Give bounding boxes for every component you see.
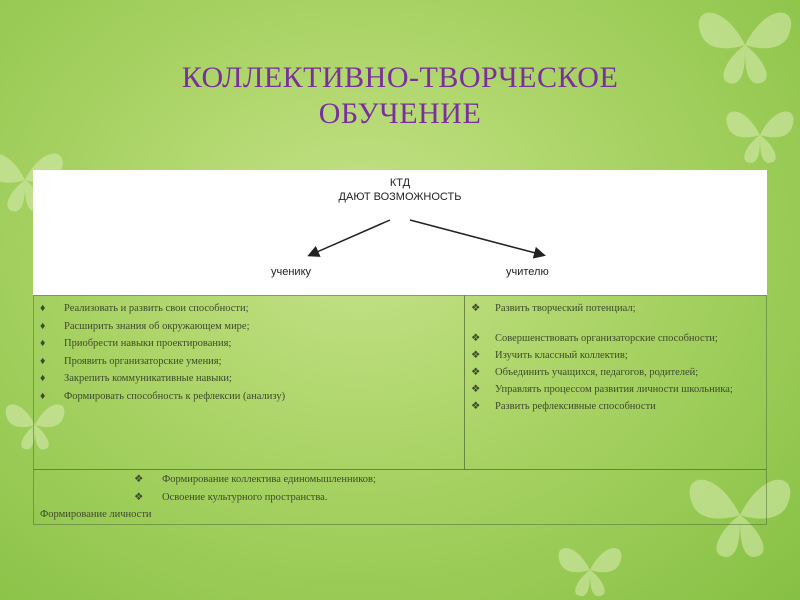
ktd-heading: [33, 176, 767, 204]
teacher-label: учителю: [506, 266, 549, 278]
flower-bullet-icon: ❖: [471, 350, 481, 361]
diamond-bullet-icon: ♦: [40, 373, 46, 384]
student-opportunities-list: [34, 296, 464, 405]
list-item: ❖ Развить рефлексивные способности: [471, 398, 760, 415]
flower-bullet-icon: ❖: [471, 401, 481, 412]
ktd-heading-line1: КТД: [389, 177, 411, 189]
butterfly-decoration-icon: [720, 100, 800, 170]
butterfly-decoration-icon: [690, 0, 800, 90]
diamond-bullet-icon: ♦: [40, 390, 46, 402]
result-item: ❖ Освоение культурного пространства.: [134, 492, 328, 503]
list-item: ❖ Управлять процессом развития личности школьника;: [471, 381, 760, 398]
list-item: ♦ Формировать способность к рефлексии (анализу): [40, 388, 458, 406]
flower-bullet-icon: ❖: [134, 474, 144, 485]
student-opportunities-cell: [33, 295, 465, 470]
list-item: ♦ Проявить организаторские умения;: [40, 353, 458, 371]
list-item: ❖ Объединить учащихся, педагогов, родителей;: [471, 364, 760, 381]
diamond-bullet-icon: ♦: [40, 303, 46, 314]
list-item: ❖ Совершенствовать организаторские способности;: [471, 330, 760, 347]
teacher-opportunities-cell: [464, 295, 767, 470]
butterfly-decoration-icon: [540, 540, 640, 600]
results-cell: [33, 469, 767, 525]
list-item: ♦ Реализовать и развить свои способности;: [40, 300, 458, 318]
list-item: ♦ Приобрести навыки проектирования;: [40, 335, 458, 353]
flower-bullet-icon: ❖: [471, 333, 481, 344]
flower-bullet-icon: ❖: [471, 367, 481, 378]
slide-title-line1: КОЛЛЕКТИВНО-ТВОРЧЕСКОЕ: [181, 61, 619, 94]
flower-bullet-icon: ❖: [471, 303, 481, 314]
result-item: ❖ Формирование коллектива единомышленников;: [134, 474, 376, 485]
flower-bullet-icon: ❖: [134, 492, 144, 503]
list-item: ❖ Развить творческий потенциал;: [471, 300, 760, 317]
list-item: ♦ Расширить знания об окружающем мире;: [40, 318, 458, 336]
ktd-heading-line2: ДАЮТ ВОЗМОЖНОСТЬ: [338, 191, 462, 203]
student-label: ученику: [271, 266, 312, 278]
list-item: ❖ Изучить классный коллектив;: [471, 347, 760, 364]
diamond-bullet-icon: ♦: [40, 355, 46, 367]
diamond-bullet-icon: ♦: [40, 338, 46, 349]
slide-title: [100, 60, 700, 132]
result-final: Формирование личности: [40, 509, 152, 520]
arrow-to-student: [310, 220, 390, 255]
teacher-opportunities-list: [465, 296, 766, 415]
flower-bullet-icon: ❖: [471, 384, 481, 395]
slide-title-line2: ОБУЧЕНИЕ: [318, 97, 482, 130]
diamond-bullet-icon: ♦: [40, 320, 46, 332]
ktd-diagram: [33, 170, 767, 295]
list-item: ♦ Закрепить коммуникативные навыки;: [40, 370, 458, 388]
arrow-to-teacher: [410, 220, 543, 255]
